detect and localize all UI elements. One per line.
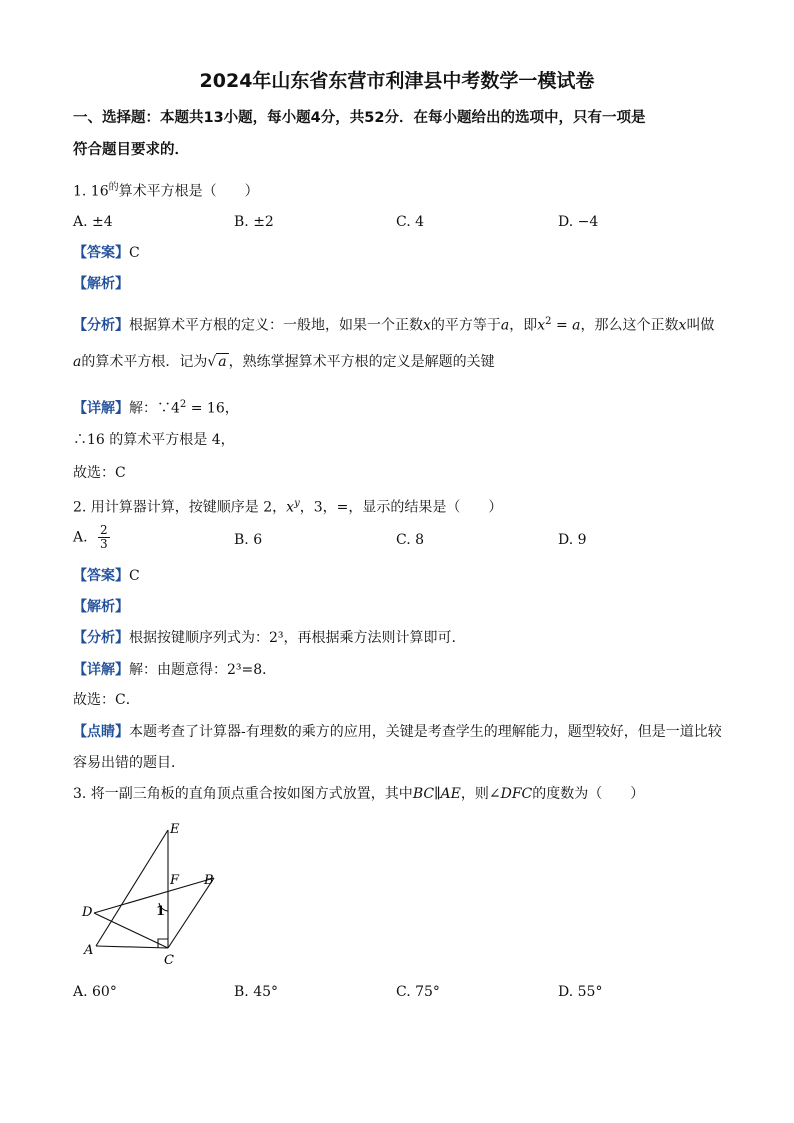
q2-option-a: A. $\frac{2}{3}$ [73,523,108,551]
label-a: A [84,943,94,958]
q1-fenxi-line1: 【分析】根据算术平方根的定义：一般地，如果一个正数x的平方等于a，即$x^2 = a$，那么这个正数x叫做 [73,316,715,334]
segment-ac [96,946,168,948]
section-heading-line2: 符合题目要求的． [73,142,189,158]
q2-option-c: C. 8 [396,532,425,548]
q1-option-b: B. ±2 [234,214,274,230]
q2-option-b: B. 6 [234,532,263,548]
q1-answer [73,243,140,263]
segment-db [94,878,214,913]
q1-fenxi-tag: 【分析】 [73,317,129,334]
q1-option-d: D. −4 [558,214,599,230]
label-b: B [204,873,214,888]
q1-fenxi-line2: a的算术平方根．记为√ a ，熟练掌握算术平方根的定义是解题的关键 [73,354,495,370]
q2-detail: 【详解】解：由题意得：2³=8． [73,662,277,678]
q1-answer-tag: 【答案】 [73,245,129,261]
section-heading-line1: 一、选择题：本题共13小题，每小题4分，共52分．在每小题给出的选项中，只有一项是 [73,110,646,126]
q1-answer-value: C [129,245,140,261]
label-e: E [170,822,180,837]
page-title: 2024年山东省东营市利津县中考数学一模试卷 [199,70,595,92]
q3-stem: 3. 将一副三角板的直角顶点重合按如图方式放置，其中BC∥AE，则∠DFC的度数为（ ） [73,786,645,802]
q1-therefore: ∴16 的算术平方根是 4， [73,432,235,448]
q2-answer: 【答案】C [73,568,140,584]
q1-stem-text: 算术平方根是（ ） [118,183,259,200]
q2-analysis: 【解析】 [73,599,129,615]
q1-stem-number: 1. 16 [73,183,109,200]
q1-detail: 【详解】解：$\because 4^2 = 16$， [73,399,239,417]
q2-fenxi: 【分析】根据按键顺序列式为：2³，再根据乘方法则计算即可. [73,630,456,646]
q2-stem: 2. 用计算器计算，按键顺序是 2，$x^y$，3，=，显示的结果是（ ） [73,498,503,516]
q3-option-b: B. 45° [234,984,279,1000]
q2-option-d: D. 9 [558,532,587,548]
q1-choose: 故选：C [73,465,126,481]
sqrt-symbol: √ a [207,354,227,370]
q3-option-a: A. 60° [73,984,117,1000]
q1-analysis [73,274,129,294]
segment-ae [96,830,168,946]
q1-option-c: C. 4 [396,214,425,230]
label-d: D [82,905,93,920]
label-1: 1 [156,904,166,919]
q2-dianjing-line2: 容易出错的题目． [73,755,185,771]
segment-bc [168,878,214,948]
label-f: F [170,873,180,888]
q1-detail-tag: 【详解】 [73,400,129,417]
q1-stem-sup: 的 [108,182,119,193]
q3-option-c: C. 75° [396,984,440,1000]
q1-analysis-tag: 【解析】 [73,276,129,292]
q1-option-a: A. ±4 [73,214,113,230]
q2-dianjing-line1: 【点睛】本题考查了计算器-有理数的乘方的应用，关键是考查学生的理解能力，题型较好，但是一道比较 [73,724,722,740]
q2-choose: 故选：C． [73,692,140,708]
label-c: C [164,953,174,968]
q3-option-d: D. 55° [558,984,603,1000]
q1-stem [73,178,259,202]
q3-figure [76,818,236,968]
fraction: $\frac{2}{3}$ [100,523,108,551]
